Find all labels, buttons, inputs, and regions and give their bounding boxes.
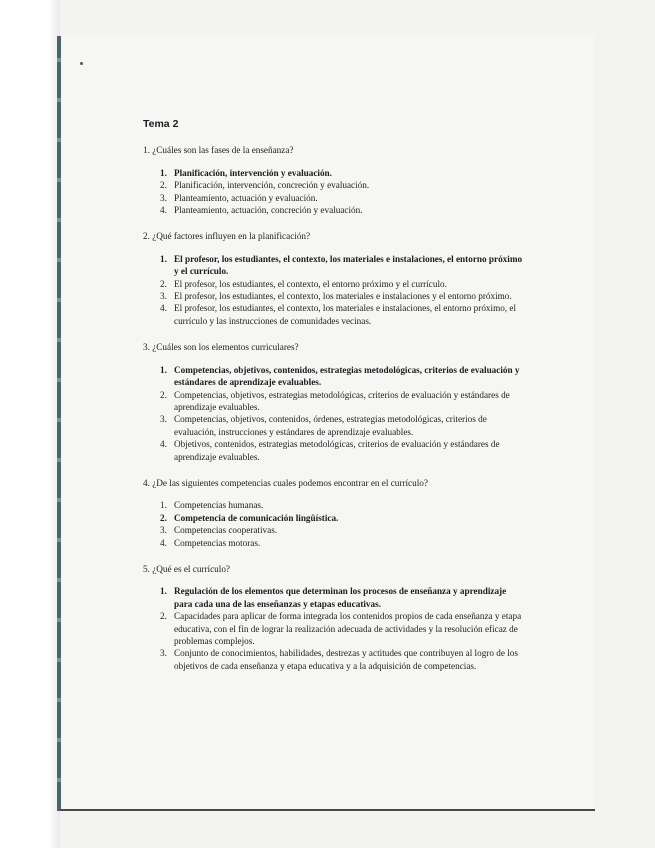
question-text: 4. ¿De las siguientes competencias cuales podemos encontrar en el currículo? xyxy=(143,477,428,488)
option-list xyxy=(143,364,523,463)
option-number: 3. xyxy=(160,192,167,203)
question-text: 2. ¿Qué factores influyen en la planificación? xyxy=(143,231,311,242)
question-block xyxy=(143,477,523,549)
option-text: El profesor, los estudiantes, el contexto, los materiales e instalaciones, el entorno próximo, el currículo y las instrucciones de comunidades vecinas. xyxy=(174,303,517,326)
option-item xyxy=(160,610,523,647)
option-item xyxy=(160,389,523,414)
question-text: 3. ¿Cuáles son los elementos curriculares? xyxy=(143,342,299,353)
option-item xyxy=(160,364,523,389)
option-item xyxy=(160,290,523,302)
option-number: 4. xyxy=(160,537,167,548)
option-list xyxy=(143,167,523,217)
option-number: 4. xyxy=(160,439,167,450)
option-item xyxy=(160,585,523,610)
option-text: El profesor, los estudiantes, el contexto, el entorno próximo y el currículo. xyxy=(174,278,447,289)
option-number: 2. xyxy=(160,389,167,400)
option-number: 2. xyxy=(160,278,167,289)
option-number: 2. xyxy=(160,180,167,191)
option-number: 2. xyxy=(160,512,167,523)
option-item xyxy=(160,413,523,438)
question-text: 5. ¿Qué es el currículo? xyxy=(143,563,230,574)
page-bottom-edge xyxy=(60,809,595,811)
option-text: Competencias humanas. xyxy=(174,500,264,511)
option-text: Objetivos, contenidos, estrategias metodológicas, criterios de evaluación y estándares de aprendizaje evaluables. xyxy=(174,439,500,462)
option-number: 3. xyxy=(160,414,167,425)
option-item xyxy=(160,499,523,511)
option-list xyxy=(143,499,523,549)
question-block xyxy=(143,341,523,463)
option-item xyxy=(160,512,523,524)
option-text: Regulación de los elementos que determinan los procesos de enseñanza y aprendizaje para cada una de las enseñanzas y etapas educativas. xyxy=(174,586,507,609)
speck xyxy=(80,62,83,65)
option-number: 4. xyxy=(160,303,167,314)
scan-margin xyxy=(0,0,60,848)
option-number: 1. xyxy=(160,364,167,375)
option-number: 3. xyxy=(160,648,167,659)
option-item xyxy=(160,278,523,290)
option-number: 3. xyxy=(160,291,167,302)
question-block xyxy=(143,230,523,327)
option-number: 1. xyxy=(160,253,167,264)
option-item xyxy=(160,537,523,549)
option-number: 2. xyxy=(160,611,167,622)
option-text: Competencias, objetivos, contenidos, órdenes, estrategias metodológicas, criterios de evaluación, instrucciones y estándares de aprendizaje evaluables. xyxy=(174,414,487,437)
option-item xyxy=(160,192,523,204)
binder-edge xyxy=(57,36,61,811)
page-title: Tema 2 xyxy=(143,118,179,130)
option-list xyxy=(143,253,523,327)
option-number: 1. xyxy=(160,167,167,178)
option-text: Planteamiento, actuación, concreción y evaluación. xyxy=(174,205,363,216)
option-item xyxy=(160,524,523,536)
option-text: Competencias, objetivos, contenidos, estrategias metodológicas, criterios de evaluación y estándares de aprendizaje evaluables. xyxy=(174,364,520,388)
question-block xyxy=(143,563,523,672)
option-number: 1. xyxy=(160,586,167,597)
option-text: Planteamiento, actuación y evaluación. xyxy=(174,192,318,203)
option-number: 1. xyxy=(160,500,167,511)
option-text: Planificación, intervención y evaluación. xyxy=(174,167,332,178)
option-item xyxy=(160,167,523,179)
option-text: Conjunto de conocimientos, habilidades, destrezas y actitudes que contribuyen al logro de los objetivos de cada enseñanza y etapa educativa y a la adquisición de competencias. xyxy=(174,648,518,671)
question-block xyxy=(143,144,523,216)
option-text: El profesor, los estudiantes, el contexto, los materiales e instalaciones y el entorno próximo. xyxy=(174,291,512,302)
option-item xyxy=(160,253,523,278)
option-text: Capacidades para aplicar de forma integrada los contenidos propios de cada enseñanza y etapa educativa, con el fin de lograr la realización adecuada de actividades y la resolución eficaz de problemas complejos. xyxy=(174,611,522,646)
document-body xyxy=(143,118,523,686)
option-item xyxy=(160,647,523,672)
option-text: Competencias cooperativas. xyxy=(174,525,278,536)
option-item xyxy=(160,302,523,327)
option-number: 3. xyxy=(160,525,167,536)
option-number: 4. xyxy=(160,205,167,216)
option-text: Planificación, intervención, concreción y evaluación. xyxy=(174,180,370,191)
question-text: 1. ¿Cuáles son las fases de la enseñanza? xyxy=(143,145,294,156)
option-text: Competencias, objetivos, estrategias metodológicas, criterios de evaluación y estándares de aprendizaje evaluables. xyxy=(174,389,510,412)
option-text: Competencias motoras. xyxy=(174,537,261,548)
option-item xyxy=(160,204,523,216)
option-item xyxy=(160,438,523,463)
option-text: Competencia de comunicación lingüística. xyxy=(174,512,339,523)
option-item xyxy=(160,179,523,191)
option-text: El profesor, los estudiantes, el contexto, los materiales e instalaciones, el entorno próximo y el currículo. xyxy=(174,253,523,277)
option-list xyxy=(143,585,523,672)
